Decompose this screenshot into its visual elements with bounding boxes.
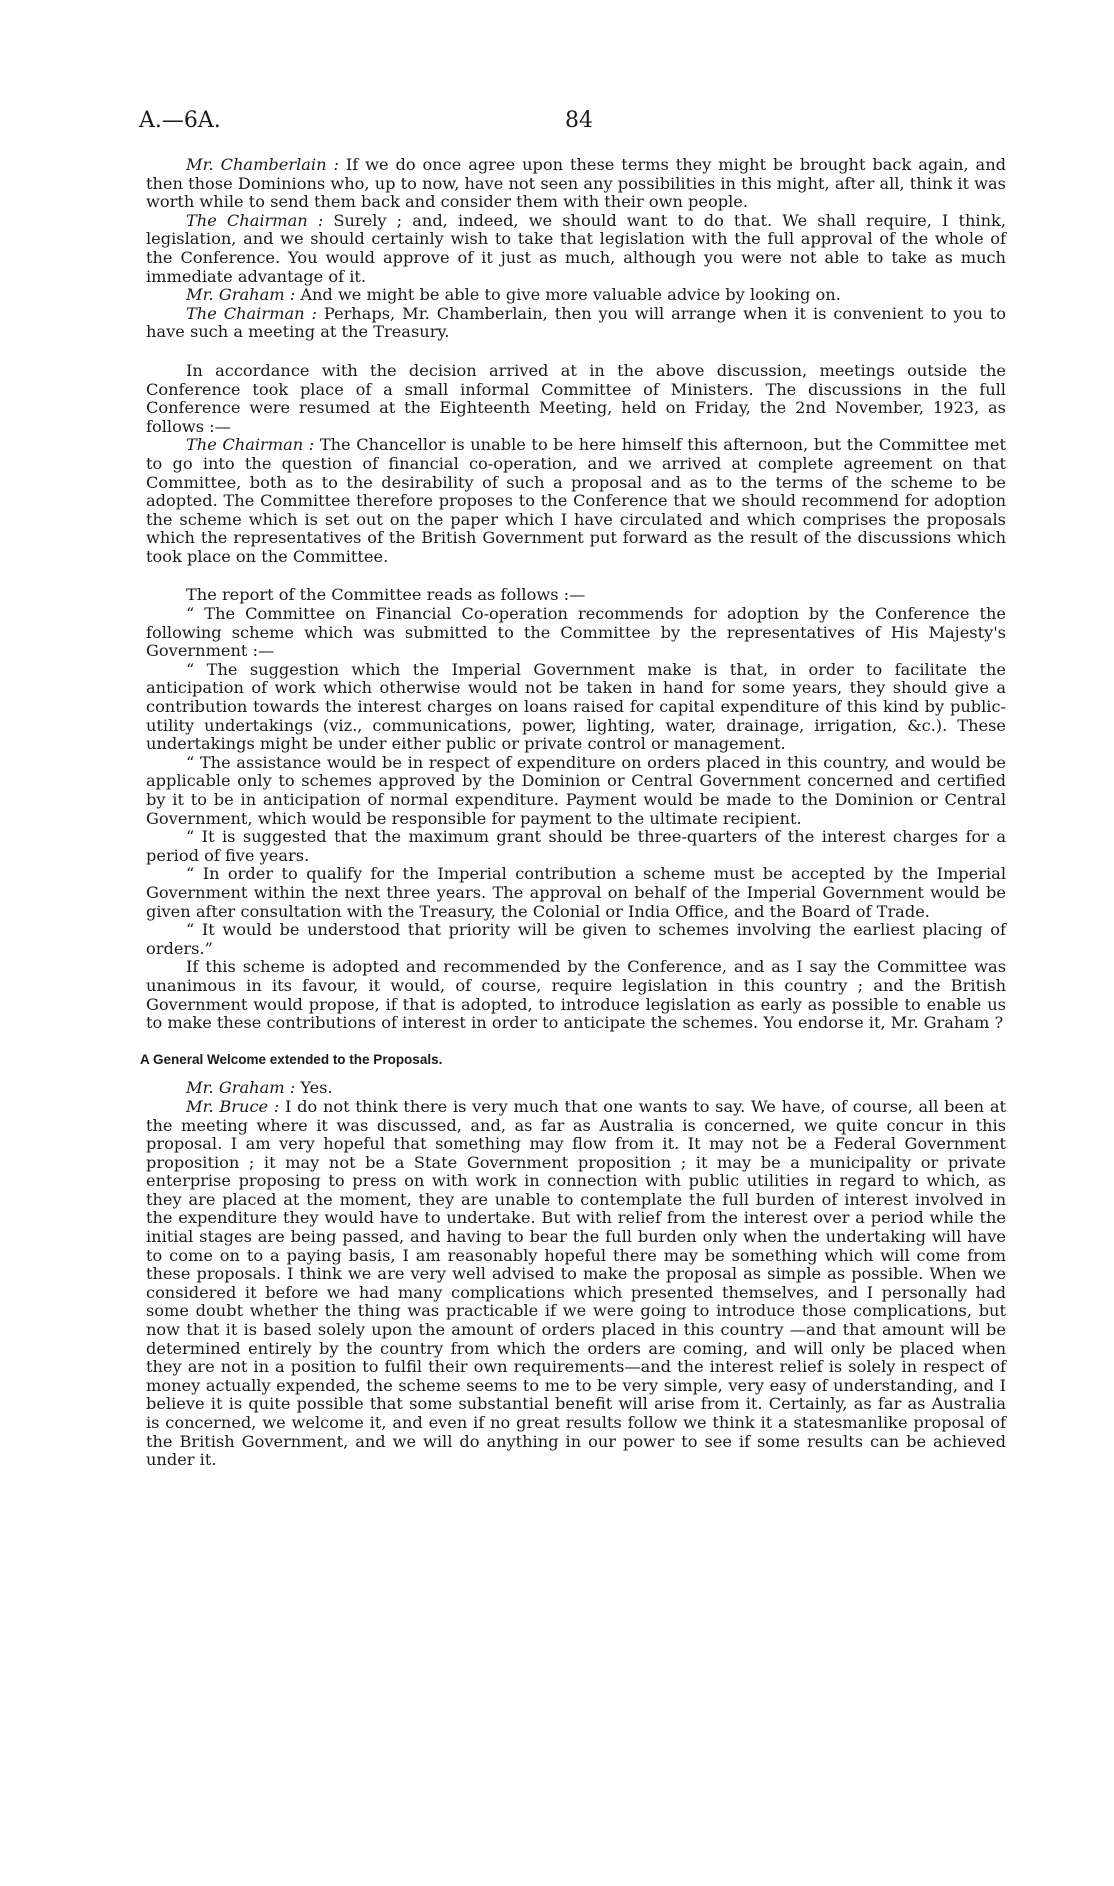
report-intro: The report of the Committee reads as follows :— <box>186 585 586 605</box>
speaker-name: Mr. Graham : <box>186 1078 296 1098</box>
speaker-name: The Chairman : <box>186 303 317 323</box>
narrative-paragraph: In accordance with the decision arrived at in the above discussion, meetings outside the Conference took place of a small informal Committee of Ministers. The discussions in the full Conference were resumed at the Eighteenth Meeting, held on Friday, the 2nd November, 1923, as follows :— <box>146 360 1006 436</box>
paragraph <box>146 436 1006 566</box>
paragraph <box>146 286 1006 305</box>
speech-text: Surely ; and, indeed, we should want to do that. We shall require, I think, legislation, and we should certainly wish to take that legislation with the full approval of the whole of the Conference. You would approve of it just as much, although you were not able to take as much immediate advantage of it. <box>146 210 1006 286</box>
report-paragraph: “ The assistance would be in respect of expenditure on orders placed in this country, and would be applicable only to schemes approved by the Dominion or Central Government concerned and certified by it to be in anticipation of normal expenditure. Payment would be made to the Dominion or Central Government, which would be responsible for payment to the ultimate recipient. <box>146 752 1006 828</box>
speech-text: If we do once agree upon these terms they might be brought back again, and then those Dominions who, up to now, have not seen any possibilities in this might, after all, think it was worth while to send them back and consider them with their own people. <box>146 155 1006 212</box>
page-header <box>139 108 999 138</box>
speaker-name: The Chairman : <box>186 210 324 230</box>
report-paragraph: “ It would be understood that priority will be given to schemes involving the earliest placing of orders.” <box>146 920 1006 958</box>
document-reference: A.—6A. <box>139 108 221 133</box>
paragraph <box>146 212 1006 286</box>
speaker-name: Mr. Bruce : <box>186 1096 280 1116</box>
paragraph: If this scheme is adopted and recommended by the Conference, and as I say the Committee was unanimous in its favour, it would, of course, require legislation in this country ; and the British Government would propose, if that is adopted, to introduce legislation as early as possible to enable us to make these contributions of interest in order to anticipate the schemes. You endorse it, Mr. Graham ? <box>146 957 1006 1033</box>
report-paragraph: “ It is suggested that the maximum grant should be three-quarters of the interest charges for a period of five years. <box>146 827 1006 865</box>
speech-text: Yes. <box>295 1078 333 1098</box>
speech-text: I do not think there is very much that one wants to say. We have, of course, all been at the meeting where it was discussed, and, as far as Australia is concerned, we quite concur in this proposal. I am very hopeful that something may flow from it. It may not be a Federal Government proposition ; it may not be a State Government proposition ; it may be a municipality or private enterprise proposing to press on with work in connection with public utilities in regard to which, as they are placed at the moment, they are unable to contemplate the full burden of interest involved in the expenditure they would have to undertake. But with relief from the interest over a period while the initial stages are being passed, and having to bear the full burden only when the undertaking will have to come on to a paying basis, I am reasonably hopeful there may be something which will come from these proposals. I think we are very well advised to make the proposal as simple as possible. When we considered it before we had many complications which presented themselves, and I personally had some doubt whether the thing was practicable if we were going to introduce those complications, but now that it is based solely upon the amount of orders placed in this country —and that amount will be determined entirely by the country from which the orders are coming, and will only be placed when they are not in a position to fulfil their own requirements—and the interest relief is solely in respect of money actually expended, the scheme seems to me to be very simple, very easy of understanding, and I believe it is quite possible that some substantial benefit will arise from it. Certainly, as far as Australia is concerned, we welcome it, and even if no great results follow we think it a statesmanlike proposal of the British Government, and we will do anything in our power to see if some results can be achieved under it. <box>146 1096 1006 1470</box>
speech-text: The Chancellor is unable to be here himself this afternoon, but the Committee met to go into the question of financial co-operation, and we arrived at complete agreement on that Committee, both as to the desirability of such a proposal and as to the terms of the scheme to be adopted. The Committee therefore proposes to the Conference that we should recommend for adoption the scheme which is set out on the paper which I have circulated and which comprises the proposals which the representatives of the British Government put forward as the result of the discussions which took place on the Committee. <box>146 435 1006 566</box>
speaker-name: The Chairman : <box>186 435 315 455</box>
report-paragraph: “ The Committee on Financial Co-operation recommends for adoption by the Conference the following scheme which was submitted to the Committee by the representatives of His Majesty's Government :— <box>146 604 1006 661</box>
paragraph <box>146 1079 1006 1098</box>
speech-text: Perhaps, Mr. Chamberlain, then you will arrange when it is convenient to you to have such a meeting at the Treasury. <box>146 303 1006 342</box>
paragraph <box>146 156 1006 212</box>
speech-text: And we might be able to give more valuable advice by looking on. <box>295 285 841 305</box>
paragraph <box>146 1098 1006 1470</box>
document-body <box>140 155 1006 1470</box>
report-paragraph: “ The suggestion which the Imperial Government make is that, in order to facilitate the anticipation of work which otherwise would not be taken in hand for some years, they should give a contribution towards the interest charges on loans raised for capital expenditure of this kind by public-utility undertakings (viz., communications, power, lighting, water, drainage, irrigation, &c.). These undertakings might be under either public or private control or management. <box>146 659 1006 754</box>
paragraph <box>146 305 1006 342</box>
speaker-name: Mr. Graham : <box>186 285 296 305</box>
page-number: 84 <box>565 108 593 133</box>
section-heading: A General Welcome extended to the Proposals. <box>140 1051 443 1067</box>
report-paragraph: “ In order to qualify for the Imperial contribution a scheme must be accepted by the Imperial Government within the next three years. The approval on behalf of the Imperial Government would be given after consultation with the Treasury, the Colonial or India Office, and the Board of Trade. <box>146 864 1006 921</box>
speaker-name: Mr. Chamberlain : <box>186 155 339 174</box>
